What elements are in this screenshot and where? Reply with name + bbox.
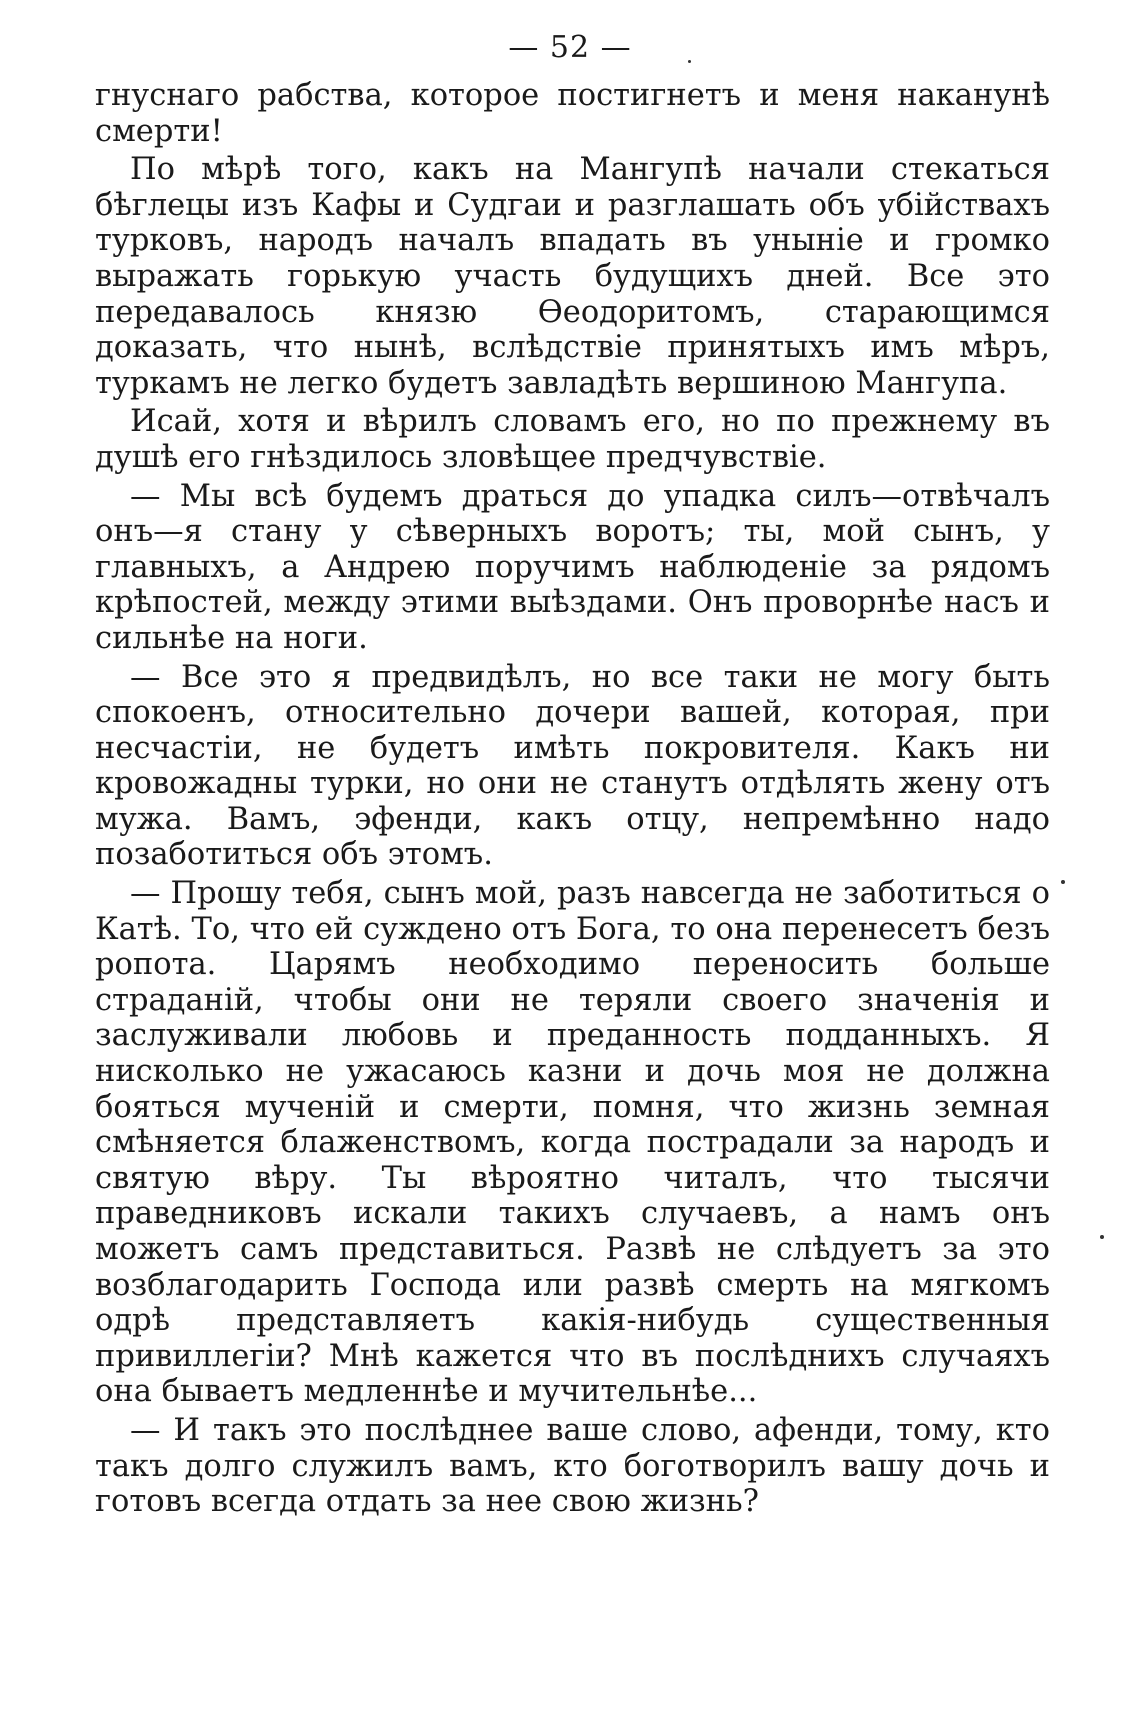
- paragraph-dialogue-defense: — Мы всѣ будемъ драться до упадка силъ—отвѣчалъ онъ—я стану у сѣверныхъ воротъ; ты, мой сынъ, у главныхъ, а Андрею поручимъ наблюденіе за рядомъ крѣпостей, между этими выѣздами. Онъ проворнѣе насъ и сильнѣе на ноги.: [95, 478, 1050, 656]
- paragraph-narration-fugitives: По мѣрѣ того, какъ на Мангупѣ начали стекаться бѣглецы изъ Кафы и Судгаи и разглашать объ убійствахъ турковъ, народъ началъ впадать въ уныніе и громко выражать горькую участь будущихъ дней. Все это передавалось князю Ѳеодоритомъ, старающимся доказать, что нынѣ, вслѣдствіе принятыхъ имъ мѣръ, туркамъ не легко будетъ завладѣть вершиною Мангупа.: [95, 152, 1050, 401]
- print-speck: [1061, 880, 1065, 884]
- page-number: — 52 —: [508, 30, 632, 65]
- body-text: [95, 78, 1050, 1520]
- paragraph-dialogue-daughter: — Все это я предвидѣлъ, но все таки не могу быть спокоенъ, относительно дочери вашей, которая, при несчастіи, не будетъ имѣть покровителя. Какъ ни кровожадны турки, но они не станутъ отдѣлять жену отъ мужа. Вамъ, эфенди, какъ отцу, непремѣнно надо позаботиться объ этомъ.: [95, 659, 1050, 873]
- paragraph-isai-foreboding: Исай, хотя и вѣрилъ словамъ его, но по прежнему въ душѣ его гнѣздилось зловѣщее предчувствіе.: [95, 404, 1050, 475]
- paragraph-continuation: гнуснаго рабства, которое постигнетъ и меня наканунѣ смерти!: [95, 78, 1050, 149]
- print-speck: [1100, 1235, 1104, 1239]
- paragraph-dialogue-kate: — Прошу тебя, сынъ мой, разъ навсегда не заботиться о Катѣ. То, что ей суждено отъ Бога, то она перенесетъ безъ ропота. Царямъ необходимо переносить больше страданій, чтобы они не теряли своего значенія и заслуживали любовь и преданность подданныхъ. Я нисколько не ужасаюсь казни и дочь моя не должна бояться мученій и смерти, помня, что жизнь земная смѣняется блаженствомъ, когда пострадали за народъ и святую вѣру. Ты вѣроятно читалъ, что тысячи праведниковъ искали такихъ случаевъ, а намъ онъ можетъ самъ представиться. Развѣ не слѣдуетъ за это возблагодарить Господа или развѣ смерть на мягкомъ одрѣ представляетъ какія-нибудь существенныя привиллегіи? Мнѣ кажется что въ послѣднихъ случаяхъ она бываетъ медленнѣе и мучительнѣе...: [95, 876, 1050, 1410]
- print-speck: [688, 60, 691, 63]
- paragraph-dialogue-last-word: — И такъ это послѣднее ваше слово, афенди, тому, кто такъ долго служилъ вамъ, кто боготворилъ вашу дочь и готовъ всегда отдать за нее свою жизнь?: [95, 1412, 1050, 1520]
